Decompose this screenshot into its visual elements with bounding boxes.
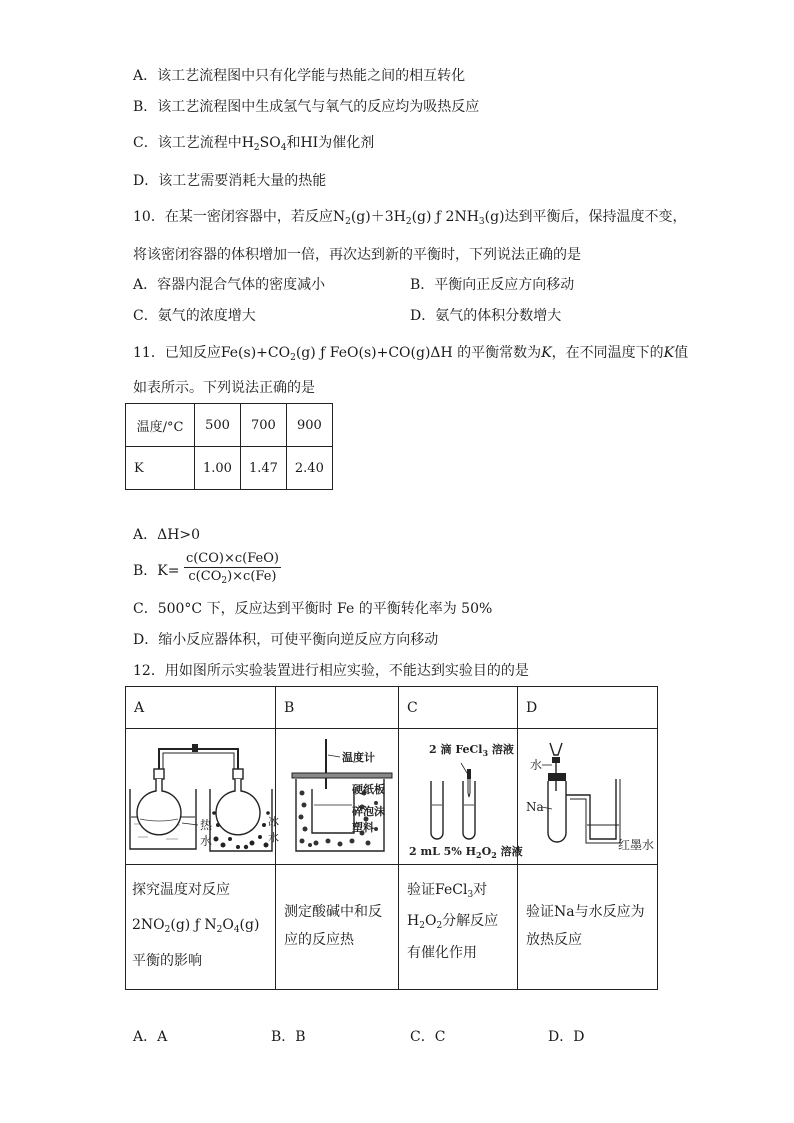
q11-option-d: D．缩小反应器体积，可使平衡向逆反应方向移动 (133, 632, 439, 648)
q9-option-d: D．该工艺需要消耗大量的热能 (133, 173, 327, 189)
equilibrium-fraction: $\frac{\text{c(CO)×c(FeO)}}{c(CO_2)\times c(Fe)}$ (185, 551, 279, 586)
q12-option-c: C．C (410, 1029, 446, 1045)
label-red-ink: 红墨水 (618, 838, 655, 852)
q12-option-d: D．D (548, 1029, 585, 1045)
table-cell: 2.40 (286, 447, 332, 490)
label-foam-plastic: 塑料 (352, 821, 374, 834)
desc-c: 验证FeCl$_3$对 $H_2O_2$分解反应 有催化作用 (399, 865, 518, 989)
label-hot-water: 水 (200, 834, 213, 848)
q12-option-a: A．A (133, 1029, 168, 1045)
table-header-cell: 500 (195, 404, 241, 447)
label-foam: 碎泡沫 (352, 805, 385, 818)
q9-option-b: B．该工艺流程图中生成氢气与氧气的反应均为吸热反应 (133, 99, 480, 115)
figure-d-na-water (518, 729, 658, 865)
q10-option-d: D．氨气的体积分数增大 (410, 308, 562, 324)
q11-option-a: A．ΔH>0 (133, 527, 201, 543)
desc-a: 探究温度对反应 $2NO_2(g)$ ƒ $N_2O_4(g)$ 平衡的影响 (126, 865, 276, 989)
col-header-a: A (126, 687, 276, 729)
label-ice: 冰 (268, 815, 279, 828)
table-cell: 1.00 (195, 447, 241, 490)
table-cell: 1.47 (240, 447, 286, 490)
table-cell: K (126, 447, 195, 490)
q12-option-b: B．B (271, 1029, 306, 1045)
figure-c-test-tubes (399, 729, 523, 865)
q11-option-b: B．K= $\frac{\text{c(CO)×c(FeO)}}{c(CO_2)\times c(Fe)}$ (133, 550, 281, 590)
label-ice-water: 水 (268, 831, 279, 844)
table-header-cell: 温度/°C (126, 404, 195, 447)
table-header-cell: 700 (240, 404, 286, 447)
k-value-table (125, 403, 333, 490)
q11-stem-line1: 11．已知反应$Fe(s)+CO_2(g)$ ƒ FeO(s)+CO(g)ΔH 的平衡常数为K，在不同温度下的K值 (133, 345, 689, 363)
table-header-cell: 900 (286, 404, 332, 447)
label-thermometer: 温度计 (342, 751, 375, 764)
experiment-table (125, 686, 658, 990)
table-row-header (126, 404, 333, 447)
label-h2o2: 2 mL 5% $H_2O_2$ 溶液 (409, 845, 523, 860)
q11-stem-line2: 如表所示。下列说法正确的是 (133, 380, 315, 396)
figure-a-no2-flasks (126, 729, 279, 865)
q11-option-c: C．500°C 下，反应达到平衡时 Fe 的平衡转化率为 50% (133, 601, 493, 617)
label-na: Na (526, 800, 544, 814)
table-row (126, 447, 333, 490)
label-hot: 热 (200, 818, 213, 832)
q10-stem-line1: 10．在某一密闭容器中，若反应$N_2(g)+3H_2(g)$ ƒ $2NH_3(g)$达到平衡后，保持温度不变， (133, 209, 687, 227)
col-header-c: C (399, 687, 518, 729)
q9-option-c: C．该工艺流程中$H_2SO_4$和HI为催化剂 (133, 135, 375, 153)
label-cardboard: 硬纸板 (352, 783, 385, 796)
col-header-d: D (518, 687, 658, 729)
q10-stem-line2: 将该密闭容器的体积增加一倍，再次达到新的平衡时，下列说法正确的是 (133, 247, 581, 263)
q10-option-a: A．容器内混合气体的密度减小 (133, 277, 326, 293)
q10-option-c: C．氨气的浓度增大 (133, 308, 256, 324)
q9-option-a: A．该工艺流程图中只有化学能与热能之间的相互转化 (133, 68, 466, 84)
q10-option-b: B．平衡向正反应方向移动 (410, 277, 575, 293)
label-fecl3: 2 滴 FeCl$_3$ 溶液 (429, 743, 514, 758)
desc-d: 验证Na与水反应为 放热反应 (526, 904, 645, 948)
col-header-b: B (276, 687, 399, 729)
desc-b: 测定酸碱中和反 应的反应热 (276, 865, 399, 989)
label-water: 水 (530, 758, 543, 772)
q12-stem: 12．用如图所示实验装置进行相应实验，不能达到实验目的的是 (133, 663, 529, 679)
figure-b-calorimeter (276, 729, 399, 865)
